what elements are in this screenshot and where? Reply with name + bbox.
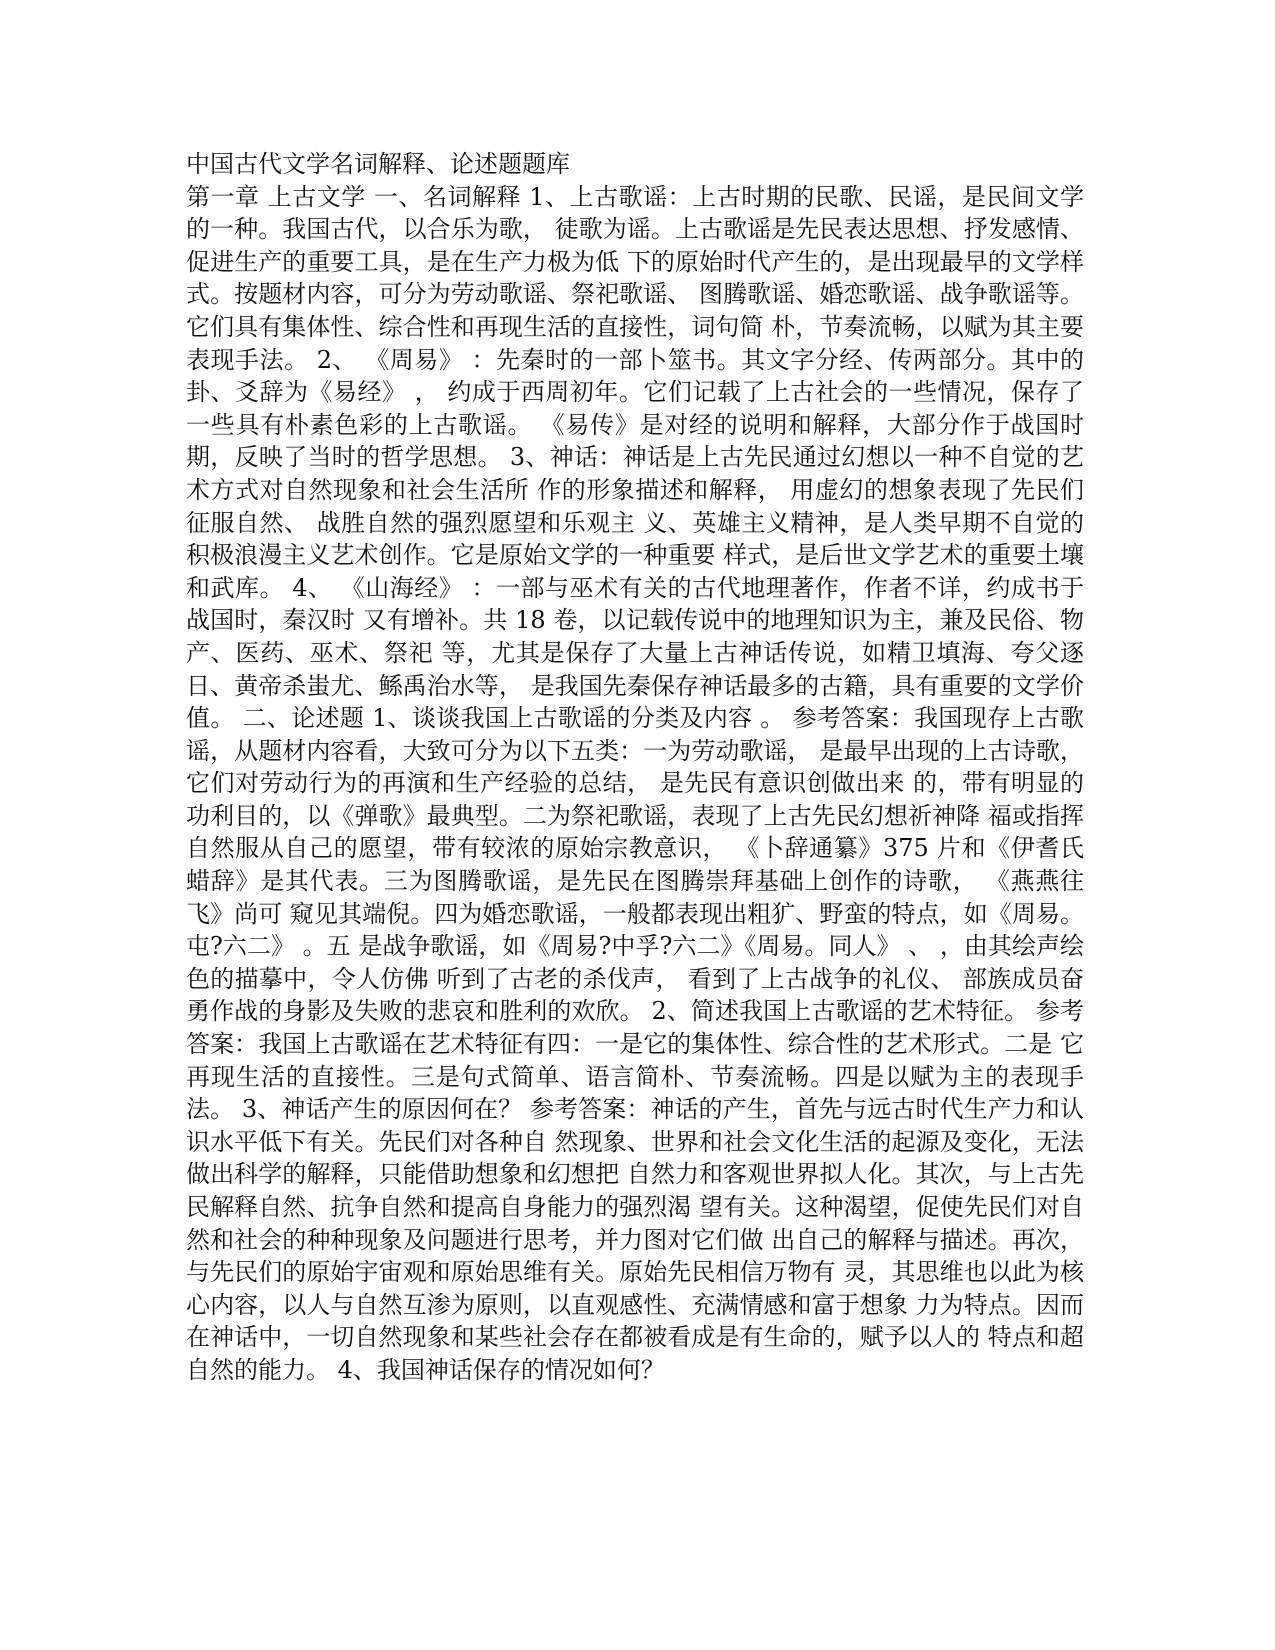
document-body: 第一章 上古文学 一、名词解释 1、上古歌谣：上古时期的民歌、民谣，是民间文学的一种。我国古代，以合乐为歌， 徒歌为谣。上古歌谣是先民表达思想、抒发感情、促进生产的重要工具，是在生产力极为低 下的原始时代产生的，是出现最早的文学样式。按题材内容，可分为劳动歌谣、祭祀歌谣、 图腾歌谣、婚恋歌谣、战争歌谣等。它们具有集体性、综合性和再现生活的直接性，词句简 朴，节奏流畅，以赋为其主要表现手法。 2、 《周易》 ：先秦时的一部卜筮书。其文字分经、传两部分。其中的卦、爻辞为《易经》 ， 约成于西周初年。它们记载了上古社会的一些情况，保存了一些具有朴素色彩的上古歌谣。 《易传》是对经的说明和解释，大部分作于战国时期，反映了当时的哲学思想。 3、神话：神话是上古先民通过幻想以一种不自觉的艺术方式对自然现象和社会生活所 作的形象描述和解释， 用虚幻的想象表现了先民们征服自然、 战胜自然的强烈愿望和乐观主 义、英雄主义精神，是人类早期不自觉的积极浪漫主义艺术创作。它是原始文学的一种重要 样式，是后世文学艺术的重要土壤和武库。 4、 《山海经》 ：一部与巫术有关的古代地理著作，作者不详，约成书于战国时，秦汉时 又有增补。共 18 卷，以记载传说中的地理知识为主，兼及民俗、物产、医药、巫术、祭祀 等，尤其是保存了大量上古神话传说，如精卫填海、夸父逐日、黄帝杀蚩尤、鲧禹治水等， 是我国先秦保存神话最多的古籍，具有重要的文学价值。 二、论述题 1、谈谈我国上古歌谣的分类及内容 。 参考答案：我国现存上古歌谣，从题材内容看，大致可分为以下五类：一为劳动歌谣， 是最早出现的上古诗歌， 它们对劳动行为的再演和生产经验的总结， 是先民有意识创做出来 的，带有明显的功利目的，以《弹歌》最典型。二为祭祀歌谣，表现了上古先民幻想祈神降 福或指挥自然服从自己的愿望，带有较浓的原始宗教意识， 《卜辞通纂》375 片和《伊耆氏 蜡辞》是其代表。三为图腾歌谣，是先民在图腾崇拜基础上创作的诗歌， 《燕燕往飞》尚可 窥见其端倪。四为婚恋歌谣，一般都表现出粗犷、野蛮的特点，如《周易。屯?六二》 。五 是战争歌谣，如《周易?中孚?六二》《周易。同人》 、 ，由其绘声绘色的描摹中，令人仿佛 听到了古老的杀伐声， 看到了上古战争的礼仪、 部族成员奋勇作战的身影及失败的悲哀和胜利的欢欣。 2、简述我国上古歌谣的艺术特征。 参考答案：我国上古歌谣在艺术特征有四：一是它的集体性、综合性的艺术形式。二是 它再现生活的直接性。三是句式简单、语言简朴、节奏流畅。四是以赋为主的表现手法。 3、神话产生的原因何在？ 参考答案：神话的产生，首先与远古时代生产力和认识水平低下有关。先民们对各种自 然现象、世界和社会文化生活的起源及变化，无法做出科学的解释，只能借助想象和幻想把 自然力和客观世界拟人化。其次，与上古先民解释自然、抗争自然和提高自身能力的强烈渴 望有关。这种渴望，促使先民们对自然和社会的种种现象及问题进行思考，并力图对它们做 出自己的解释与描述。再次，与先民们的原始宇宙观和原始思维有关。原始先民相信万物有 灵，其思维也以此为核心内容，以人与自然互渗为原则，以直观感性、充满情感和富于想象 力为特点。因而在神话中，一切自然现象和某些社会存在都被看成是有生命的，赋予以人的 特点和超自然的能力。 4、我国神话保存的情况如何？: [186, 182, 1084, 1384]
document-page: [186, 148, 1084, 1387]
document-title: 中国古代文学名词解释、论述题题库: [186, 150, 570, 178]
